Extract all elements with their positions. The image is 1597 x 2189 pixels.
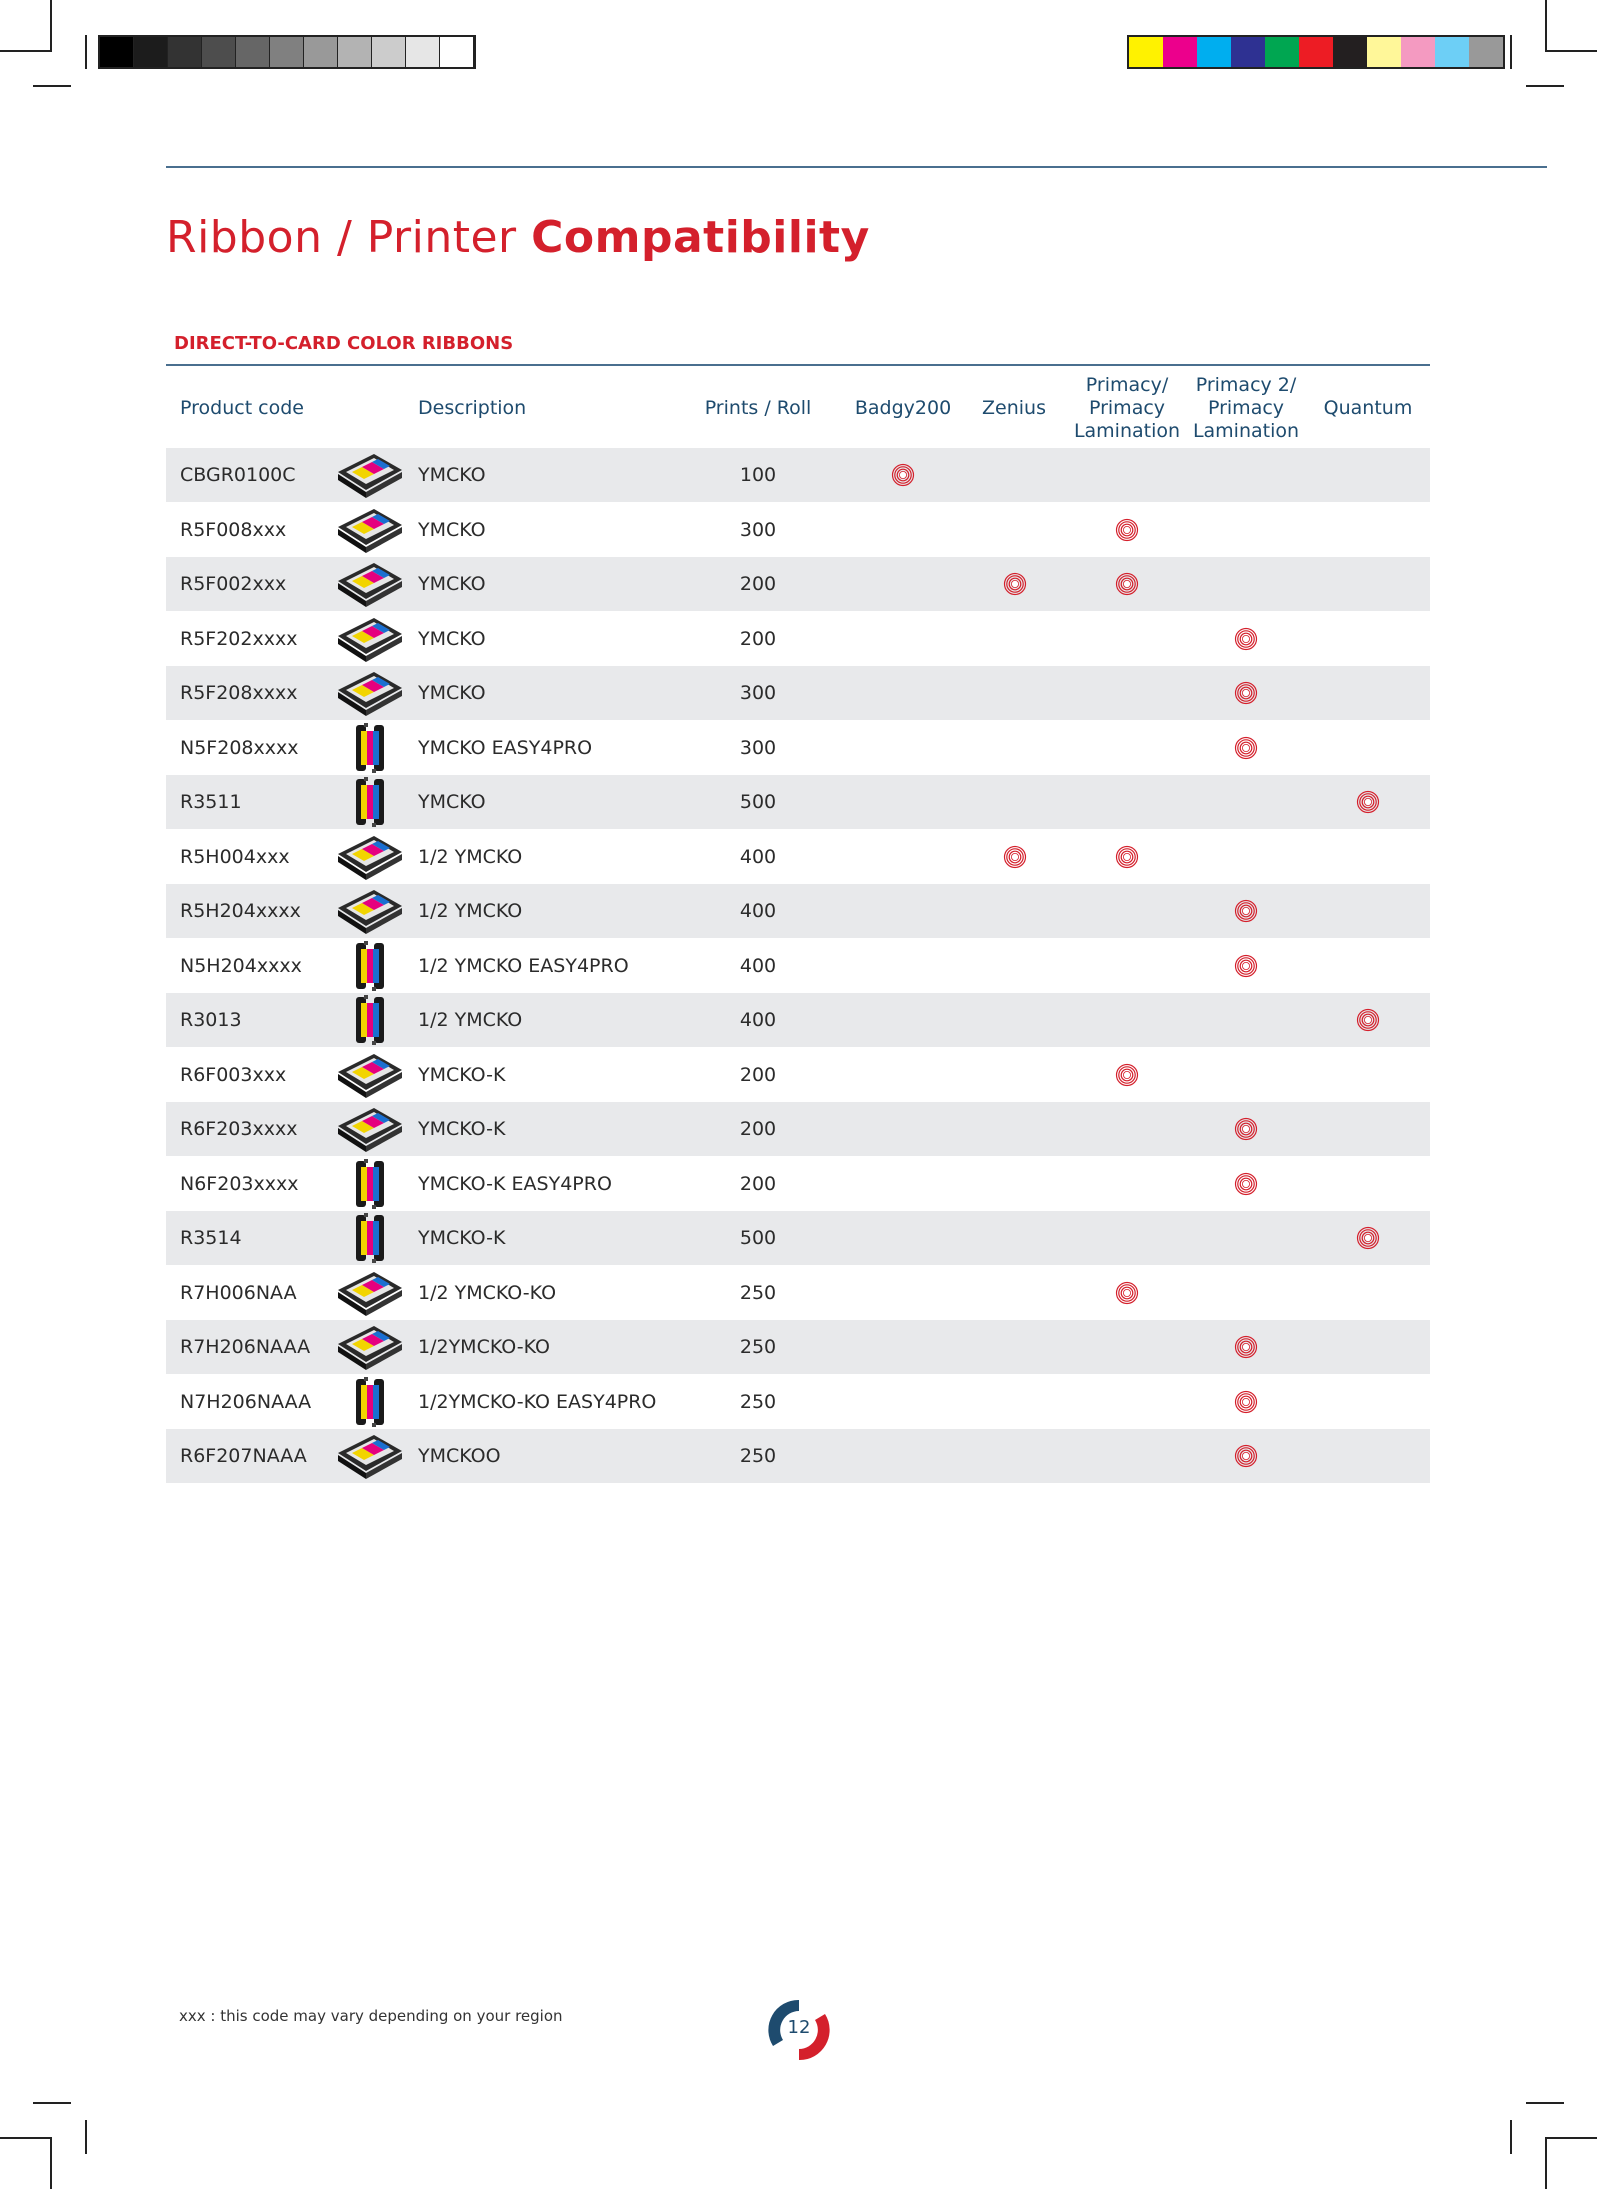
compatible-mark-icon — [1234, 681, 1258, 705]
prints-per-roll: 300 — [739, 682, 777, 704]
table-row — [166, 1048, 1430, 1102]
product-code: R3514 — [180, 1227, 242, 1249]
product-code: R6F207NAAA — [180, 1445, 307, 1467]
calibration-swatch — [1129, 37, 1163, 67]
crop-mark — [85, 35, 87, 69]
product-description: 1/2YMCKO-KO — [418, 1336, 550, 1358]
compatible-mark-icon — [1115, 845, 1139, 869]
product-code: R5F202xxxx — [180, 627, 298, 650]
calibration-swatch — [338, 37, 372, 67]
ribbon-cartridge-icon — [334, 995, 406, 1045]
compatible-mark-icon — [1234, 899, 1258, 923]
crop-mark — [85, 2120, 87, 2154]
col-primacy-line3: Lamination — [1073, 419, 1181, 442]
compatible-mark-icon — [1115, 1063, 1139, 1087]
ribbon-cartridge-icon — [334, 832, 406, 882]
calibration-swatch — [1469, 37, 1503, 67]
table-row — [166, 1320, 1430, 1374]
product-code: N5F208xxxx — [180, 736, 299, 759]
table-row — [166, 775, 1430, 829]
ribbon-cartridge-icon — [334, 1322, 406, 1372]
table-row — [166, 1102, 1430, 1156]
ribbon-cartridge-icon — [334, 723, 406, 773]
page-number: 12 — [787, 2017, 811, 2038]
calibration-swatch — [100, 37, 134, 67]
col-primacy2-line1: Primacy 2/ — [1195, 373, 1297, 396]
product-description: 1/2YMCKO-KO EASY4PRO — [418, 1390, 657, 1413]
table-row — [166, 993, 1430, 1047]
col-description: Description — [418, 396, 527, 419]
prints-per-roll: 200 — [739, 573, 777, 595]
compatible-mark-icon — [1356, 1008, 1380, 1032]
crop-mark — [1545, 2137, 1547, 2189]
table-row — [166, 1157, 1430, 1211]
table-row — [166, 1211, 1430, 1265]
crop-mark — [0, 50, 52, 52]
prints-per-roll: 400 — [739, 845, 777, 868]
section-title: DIRECT-TO-CARD COLOR RIBBONS — [174, 333, 514, 354]
prints-per-roll: 300 — [739, 518, 777, 541]
section-rule — [166, 364, 1430, 366]
crop-mark — [1545, 50, 1597, 52]
prints-per-roll: 200 — [739, 1172, 777, 1195]
crop-mark — [1510, 2120, 1512, 2154]
calibration-swatch — [134, 37, 168, 67]
product-description: YMCKO — [418, 518, 486, 541]
table-row — [166, 939, 1430, 993]
product-code: R3013 — [180, 1009, 242, 1031]
footnote: xxx : this code may vary depending on your region — [179, 2007, 563, 2025]
col-primacy-lamination — [1066, 370, 1188, 446]
color-calibration-bar — [1127, 35, 1505, 69]
top-rule — [166, 166, 1547, 168]
calibration-swatch — [1163, 37, 1197, 67]
compatible-mark-icon — [1234, 736, 1258, 760]
col-product-code: Product code — [180, 396, 305, 419]
compatible-mark-icon — [1115, 1281, 1139, 1305]
product-description: YMCKO — [418, 573, 486, 595]
product-code: R5F002xxx — [180, 573, 287, 595]
product-code: R7H006NAA — [180, 1281, 297, 1304]
ribbon-cartridge-icon — [334, 668, 406, 718]
col-primacy-line2: Primacy — [1088, 396, 1166, 419]
product-code: N5H204xxxx — [180, 954, 302, 977]
ribbon-cartridge-icon — [334, 1050, 406, 1100]
product-description: YMCKO — [418, 627, 486, 650]
product-description: 1/2 YMCKO-KO — [418, 1281, 557, 1304]
col-prints-per-roll: Prints / Roll — [704, 396, 812, 419]
crop-mark — [1545, 2137, 1597, 2139]
product-description: YMCKO-K — [418, 1227, 506, 1249]
product-description: 1/2 YMCKO — [418, 845, 523, 868]
prints-per-roll: 400 — [739, 954, 777, 977]
col-badgy200: Badgy200 — [854, 396, 952, 419]
calibration-swatch — [270, 37, 304, 67]
product-description: 1/2 YMCKO — [418, 1009, 523, 1031]
compatible-mark-icon — [1234, 1390, 1258, 1414]
product-code: CBGR0100C — [180, 464, 296, 486]
calibration-swatch — [1333, 37, 1367, 67]
grayscale-calibration-bar — [98, 35, 476, 69]
compatible-mark-icon — [1115, 572, 1139, 596]
compatible-mark-icon — [1234, 627, 1258, 651]
calibration-swatch — [1265, 37, 1299, 67]
calibration-swatch — [440, 37, 474, 67]
product-code: N7H206NAAA — [180, 1390, 312, 1413]
compatible-mark-icon — [891, 463, 915, 487]
product-code: R5H204xxxx — [180, 900, 301, 922]
prints-per-roll: 200 — [739, 1118, 777, 1140]
ribbon-cartridge-icon — [334, 1431, 406, 1481]
table-row — [166, 448, 1430, 502]
prints-per-roll: 200 — [739, 1063, 777, 1086]
ribbon-cartridge-icon — [334, 505, 406, 555]
col-primacy2-lamination — [1185, 370, 1307, 446]
crop-mark — [1526, 2102, 1564, 2104]
product-description: 1/2 YMCKO EASY4PRO — [418, 954, 629, 977]
product-description: YMCKO-K — [418, 1063, 506, 1086]
calibration-swatch — [406, 37, 440, 67]
prints-per-roll: 250 — [739, 1390, 777, 1413]
prints-per-roll: 400 — [739, 900, 777, 922]
product-description: YMCKO — [418, 464, 486, 486]
product-description: YMCKO EASY4PRO — [418, 736, 593, 759]
table-row — [166, 666, 1430, 720]
crop-mark — [50, 0, 52, 52]
product-code: R7H206NAAA — [180, 1336, 311, 1358]
prints-per-roll: 250 — [739, 1281, 777, 1304]
crop-mark — [33, 85, 71, 87]
prints-per-roll: 200 — [739, 627, 777, 650]
table-row — [166, 1266, 1430, 1320]
calibration-swatch — [168, 37, 202, 67]
compatible-mark-icon — [1356, 1226, 1380, 1250]
prints-per-roll: 100 — [739, 464, 777, 486]
product-code: R3511 — [180, 791, 242, 813]
product-code: R5F208xxxx — [180, 682, 298, 704]
crop-mark — [0, 2137, 52, 2139]
product-code: N6F203xxxx — [180, 1172, 299, 1195]
compatible-mark-icon — [1234, 1335, 1258, 1359]
product-description: YMCKOO — [418, 1445, 501, 1467]
col-quantum: Quantum — [1323, 396, 1413, 419]
table-row — [166, 612, 1430, 666]
calibration-swatch — [1197, 37, 1231, 67]
calibration-swatch — [1299, 37, 1333, 67]
crop-mark — [1510, 35, 1512, 69]
ribbon-cartridge-icon — [334, 941, 406, 991]
crop-mark — [33, 2102, 71, 2104]
ribbon-cartridge-icon — [334, 614, 406, 664]
crop-mark — [1545, 0, 1547, 52]
compatible-mark-icon — [1234, 1117, 1258, 1141]
prints-per-roll: 400 — [739, 1009, 777, 1031]
prints-per-roll: 300 — [739, 736, 777, 759]
calibration-swatch — [236, 37, 270, 67]
compatible-mark-icon — [1234, 1444, 1258, 1468]
product-description: 1/2 YMCKO — [418, 900, 523, 922]
product-code: R6F003xxx — [180, 1063, 287, 1086]
col-primacy-line1: Primacy/ — [1085, 373, 1169, 396]
ribbon-cartridge-icon — [334, 777, 406, 827]
product-description: YMCKO-K EASY4PRO — [418, 1172, 612, 1195]
table-row — [166, 503, 1430, 557]
col-primacy2-line3: Lamination — [1192, 419, 1300, 442]
ribbon-cartridge-icon — [334, 1213, 406, 1263]
product-code: R5H004xxx — [180, 845, 290, 868]
calibration-swatch — [372, 37, 406, 67]
calibration-swatch — [1401, 37, 1435, 67]
ribbon-cartridge-icon — [334, 1268, 406, 1318]
table-row — [166, 557, 1430, 611]
calibration-swatch — [304, 37, 338, 67]
calibration-swatch — [1231, 37, 1265, 67]
ribbon-cartridge-icon — [334, 1104, 406, 1154]
crop-mark — [50, 2137, 52, 2189]
ribbon-cartridge-icon — [334, 559, 406, 609]
compatible-mark-icon — [1234, 1172, 1258, 1196]
calibration-swatch — [1435, 37, 1469, 67]
prints-per-roll: 250 — [739, 1445, 777, 1467]
compatible-mark-icon — [1234, 954, 1258, 978]
ribbon-cartridge-icon — [334, 886, 406, 936]
ribbon-cartridge-icon — [334, 1159, 406, 1209]
prints-per-roll: 500 — [739, 1227, 777, 1249]
table-row — [166, 884, 1430, 938]
product-description: YMCKO — [418, 791, 486, 813]
calibration-swatch — [202, 37, 236, 67]
compatible-mark-icon — [1003, 845, 1027, 869]
calibration-swatch — [1367, 37, 1401, 67]
title-bold: Compatibility — [531, 212, 870, 263]
table-row — [166, 1429, 1430, 1483]
table-row — [166, 721, 1430, 775]
product-description: YMCKO-K — [418, 1118, 506, 1140]
product-code: R5F008xxx — [180, 518, 287, 541]
ribbon-cartridge-icon — [334, 1377, 406, 1427]
crop-mark — [1526, 85, 1564, 87]
compatible-mark-icon — [1115, 518, 1139, 542]
ribbon-cartridge-icon — [334, 450, 406, 500]
col-primacy2-line2: Primacy — [1207, 396, 1285, 419]
compatible-mark-icon — [1003, 572, 1027, 596]
compatible-mark-icon — [1356, 790, 1380, 814]
product-description: YMCKO — [418, 682, 486, 704]
prints-per-roll: 250 — [739, 1336, 777, 1358]
product-code: R6F203xxxx — [180, 1118, 298, 1140]
table-row — [166, 830, 1430, 884]
col-zenius: Zenius — [982, 396, 1046, 419]
prints-per-roll: 500 — [739, 791, 777, 813]
page-title — [166, 212, 870, 263]
table-row — [166, 1375, 1430, 1429]
title-regular: Ribbon / Printer — [166, 212, 532, 263]
